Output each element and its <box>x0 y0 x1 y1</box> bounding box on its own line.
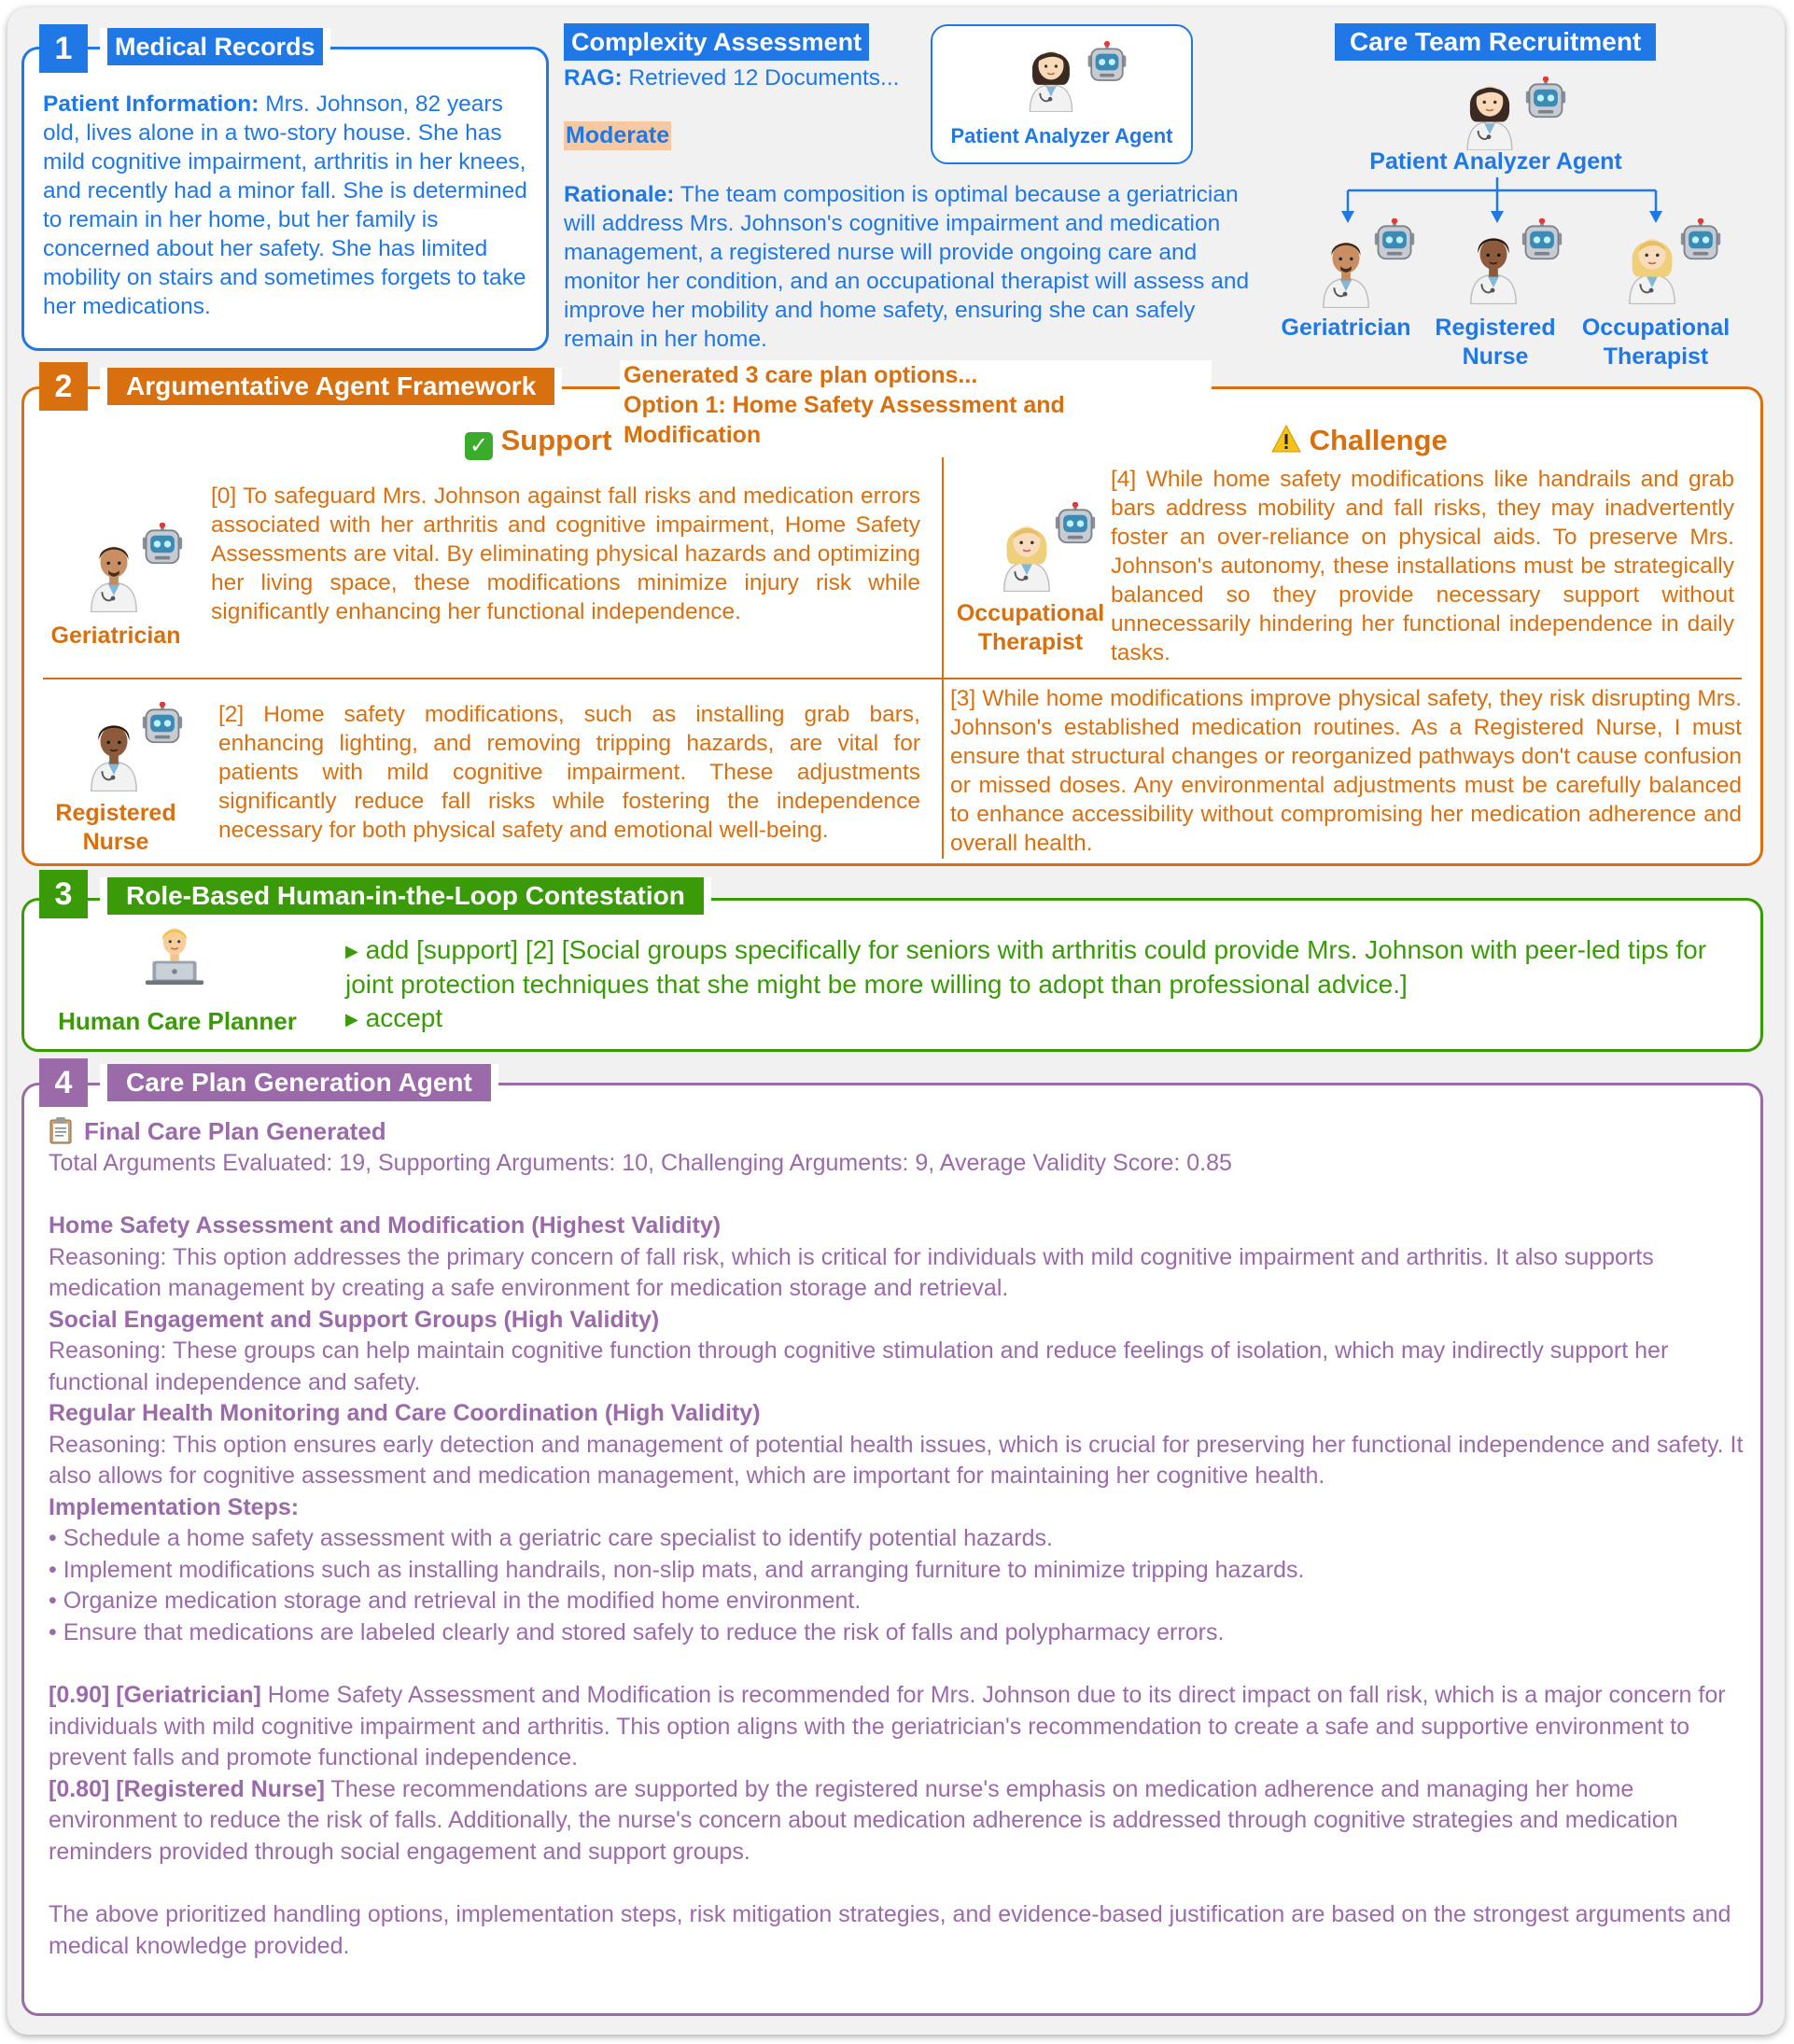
option-reasoning-2: Reasoning: These groups can help maintain cognitive function through cognitive stimulation and reduce feelings of isolation, which may indirectly support her functional independence and safety. <box>49 1337 1669 1395</box>
rag-label: RAG: <box>564 65 623 91</box>
man-technologist-icon <box>144 924 205 986</box>
challenge-arg-0-role: Occupational Therapist <box>956 600 1105 655</box>
check-mark-button-icon: ✓ <box>465 432 493 460</box>
medical-records-title: Medical Records <box>100 28 330 65</box>
man-health-worker-icon <box>86 532 142 612</box>
justification-label: [0.80] [Registered Nurse] <box>49 1775 325 1802</box>
final-care-plan-heading: Final Care Plan Generated <box>49 1116 1747 1148</box>
triangle-bullet-icon: ▶ <box>345 1010 358 1029</box>
robot-icon <box>1678 218 1723 261</box>
option-title-1: Home Safety Assessment and Modification (Highest Validity) <box>49 1212 722 1239</box>
challenge-arg-1-text: [3] While home modifications improve physical safety, they risk disrupting Mrs. Johnson's established medication routines. As a Registered Nurse, I must ensure that structural changes or reorganized pathways don't cause confusion or missed doses. Any environmental adjustments must be carefully balanced to enhance accessibility without compromising her medication adherence and overall health. <box>950 686 1742 856</box>
support-arg-1-text: [2] Home safety modifications, such as installing grab bars, enhancing lighting, and removing tripping hazards, are vital for patients with mild cognitive impairment. These adjustments significantly reduce fall risks while fostering the independence necessary for both physical safety and emotional well-being. <box>218 702 920 843</box>
support-challenge-divider <box>942 457 944 859</box>
option-title-2: Social Engagement and Support Groups (High Validity) <box>49 1306 660 1333</box>
patient-information-text: Mrs. Johnson, 82 years old, lives alone in a two-story house. She has mild cognitive impairment, arthritis in her knees, and recently had a minor fall. She is determined to remain in her home, but her family is concerned about her safety. She has limited mobility on stairs and sometimes forgets to take her medications. <box>43 91 527 319</box>
human-in-the-loop-title: Role-Based Human-in-the-Loop Contestation <box>100 877 711 915</box>
patient-information-label: Patient Information: <box>43 91 259 117</box>
man-health-worker-icon <box>1318 228 1374 308</box>
robot-icon <box>1053 502 1098 545</box>
human-care-planner-label: Human Care Planner <box>58 1007 297 1035</box>
option-reasoning-3: Reasoning: This option ensures early detection and management of potential health issues, which is crucial for preserving her functional independence and safety. It also allows for cognitive assessment and medication management, which are important for maintaining her cognitive health. <box>49 1431 1744 1489</box>
robot-icon <box>1372 218 1417 261</box>
warning-icon <box>1271 425 1301 453</box>
argument-row-divider <box>43 678 1742 679</box>
recruited-role-registered-nurse: Registered Nurse <box>1435 315 1556 370</box>
option-title-3: Regular Health Monitoring and Care Coordination (High Validity) <box>49 1400 761 1426</box>
support-arg-0-role: Geriatrician <box>50 623 181 649</box>
section-number-2: 2 <box>39 362 88 411</box>
recruitment-root-agent: Patient Analyzer Agent <box>1369 148 1622 175</box>
implementation-step: • Schedule a home safety assessment with a geriatric care specialist to identify potential hazards. <box>49 1525 1053 1551</box>
generated-options-banner <box>620 360 1212 448</box>
option-1-title: Option 1: Home Safety Assessment and Modification <box>624 392 1065 448</box>
care-plan-generation-title: Care Plan Generation Agent <box>100 1064 498 1101</box>
support-arg-0-text: [0] To safeguard Mrs. Johnson against fall risks and medication errors associated with her arthritis and cognitive impairment, Home Safety Assessments are vital. By eliminating physical hazards and optimizing her living space, these modifications minimize injury risk while significantly enhancing her functional independence. <box>211 483 920 624</box>
woman-health-worker-icon <box>1624 224 1680 304</box>
robot-icon <box>140 702 185 745</box>
rationale-label: Rationale: <box>564 182 675 207</box>
implementation-step: • Implement modifications such as installing handrails, non-slip mats, and arranging furniture to minimize tripping hazards. <box>49 1556 1305 1583</box>
care-plan-content <box>49 1116 1747 1962</box>
woman-health-worker-icon <box>1462 72 1518 150</box>
complexity-level-badge: Moderate <box>566 122 670 148</box>
woman-health-worker-icon <box>999 511 1055 592</box>
implementation-steps-title: Implementation Steps: <box>49 1493 300 1520</box>
justification-geriatrician <box>49 1680 1747 1774</box>
implementation-step: • Organize medication storage and retrieval in the modified home environment. <box>49 1588 862 1614</box>
triangle-bullet-icon: ▶ <box>345 942 358 960</box>
woman-health-worker-icon <box>1025 37 1077 112</box>
support-arg-1-role: Registered Nurse <box>55 800 176 855</box>
robot-icon <box>140 523 185 566</box>
section-number-3: 3 <box>39 870 88 918</box>
health-worker-icon <box>86 711 142 791</box>
support-heading: ✓ Support <box>465 422 611 460</box>
health-worker-icon <box>1465 224 1521 304</box>
rag-text: Retrieved 12 Documents... <box>622 65 900 91</box>
care-plan-closing: The above prioritized handling options, implementation steps, risk mitigation strategies, and evidence-based justification are based on the strongest arguments and medical knowledge provided. <box>49 1901 1731 1959</box>
contestation-actions <box>345 933 1745 1036</box>
argumentative-framework-title: Argumentative Agent Framework <box>100 368 562 405</box>
option-reasoning-1: Reasoning: This option addresses the primary concern of fall risk, which is critical for individuals with mild cognitive impairment and arthritis. It also supports medication management by creating a safe environment for medication storage and retrieval. <box>49 1243 1654 1301</box>
recruited-role-occupational-therapist: Occupational Therapist <box>1581 315 1731 370</box>
patient-analyzer-agent-label: Patient Analyzer Agent <box>950 124 1173 147</box>
recruited-role-geriatrician: Geriatrician <box>1281 315 1411 341</box>
robot-icon <box>1523 77 1568 119</box>
complexity-assessment-title: Complexity Assessment <box>564 23 869 61</box>
challenge-heading: Challenge <box>1271 422 1448 459</box>
justification-registered-nurse <box>49 1774 1747 1869</box>
patient-information <box>43 90 536 321</box>
justification-text: These recommendations are supported by the registered nurse's emphasis on medication adherence and managing her home environment to reduce the risk of falls. Additionally, the nurse's concern about medication adherence is addressed through cognitive strategies and medication reminders provided through social engagement and support groups. <box>49 1775 1678 1865</box>
robot-icon <box>1520 218 1564 261</box>
section-number-4: 4 <box>39 1058 88 1107</box>
robot-icon <box>1086 41 1128 83</box>
challenge-arg-0-text: [4] While home safety modifications like handrails and grab bars address mobility and fall risks, they may inadvertently foster an over-reliance on physical aids. To preserve Mrs. Johnson's autonomy, these installations must be strategically balanced so they provide necessary support without unnecessarily hindering her functional independence in daily tasks. <box>1111 467 1734 665</box>
rationale-text: The team composition is optimal because a geriatrician will address Mrs. Johnson's cognitive impairment and medication management, a registered nurse will provide ongoing care and monitor her condition, and an occupational therapist will assess and improve her mobility and home safety, ensuring she can safely remain in her home. <box>564 182 1250 352</box>
generated-options-text: Generated 3 care plan options... <box>624 362 978 388</box>
rationale <box>564 180 1254 354</box>
contestation-action-add: ▶ add [support] [2] [Social groups specifically for seniors with arthritis could provide Mrs. Johnson with peer-led tips for joint protection techniques that she might be more willing to adopt than professional advice.] <box>345 935 1707 999</box>
rag-line <box>564 63 899 92</box>
care-plan-summary: Total Arguments Evaluated: 19, Supporting Arguments: 10, Challenging Arguments: 9, Average Validity Score: 0.85 <box>49 1149 1232 1176</box>
care-team-recruitment-title: Care Team Recruitment <box>1335 23 1656 61</box>
recruitment-tree-connector <box>1325 175 1680 224</box>
section-number-1: 1 <box>39 24 88 73</box>
justification-label: [0.90] [Geriatrician] <box>49 1682 261 1708</box>
justification-text: Home Safety Assessment and Modification is recommended for Mrs. Johnson due to its direct impact on fall risk, which is a major concern for individuals with mild cognitive impairment and arthritis. This option aligns with the geriatrician's recommendation to create a safe and supportive environment to prevent falls and promote functional independence. <box>49 1682 1726 1771</box>
implementation-step: • Ensure that medications are labeled clearly and stored safely to reduce the risk of falls and polypharmacy errors. <box>49 1618 1225 1645</box>
contestation-action-accept: ▶ accept <box>345 1003 443 1032</box>
clipboard-icon <box>49 1116 73 1144</box>
